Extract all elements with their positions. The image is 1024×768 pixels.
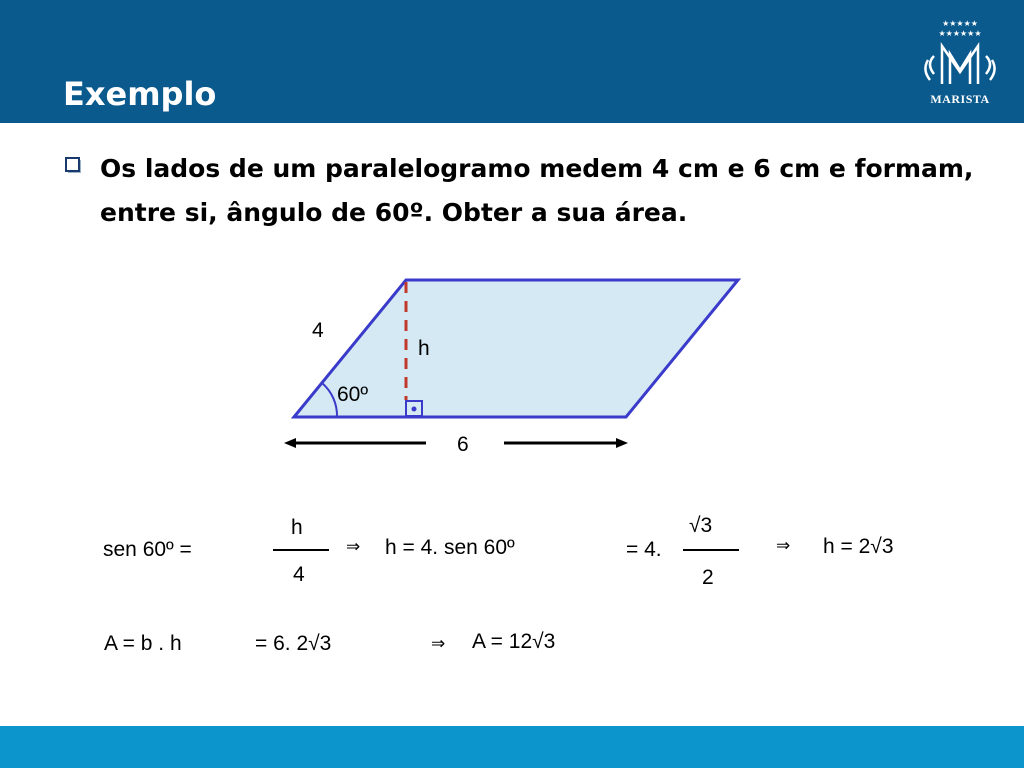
fraction2-denominator: 2 xyxy=(702,566,714,589)
footer-bar xyxy=(0,726,1024,768)
fraction1-numerator: h xyxy=(291,516,303,539)
base-arrowhead-left xyxy=(284,438,296,448)
base-label: 6 xyxy=(457,433,469,456)
angle-label: 60º xyxy=(337,383,369,406)
fraction2-numerator: √3 xyxy=(689,514,713,537)
implies-arrow-3: ⇒ xyxy=(431,634,446,653)
implies-arrow-2: ⇒ xyxy=(776,536,791,555)
height-step-2-prefix: = 4. xyxy=(626,538,662,561)
sine-equation-lhs: sen 60º = xyxy=(103,538,192,561)
area-substitution: = 6. 2√3 xyxy=(255,632,332,655)
problem-statement: Os lados de um paralelogramo medem 4 cm e 6 cm e formam, entre si, ângulo de 60º. Obter a sua área. xyxy=(100,154,974,227)
slide-title: Exemplo xyxy=(63,75,217,113)
implies-arrow-1: ⇒ xyxy=(346,537,361,556)
side-label: 4 xyxy=(312,319,324,342)
area-formula: A = b . h xyxy=(104,632,182,655)
height-result: h = 2√3 xyxy=(823,535,894,558)
svg-text:★★★★★★: ★★★★★★ xyxy=(938,29,982,38)
fraction1-denominator: 4 xyxy=(293,563,305,586)
fraction2-bar xyxy=(683,549,739,551)
height-label: h xyxy=(418,337,430,360)
svg-text:★★★★★: ★★★★★ xyxy=(942,19,978,28)
base-arrowhead-right xyxy=(616,438,628,448)
logo-text: MARISTA xyxy=(930,92,990,106)
area-result: A = 12√3 xyxy=(472,630,556,653)
fraction1-bar xyxy=(273,549,329,551)
right-angle-dot xyxy=(412,407,417,412)
height-step: h = 4. sen 60º xyxy=(385,536,515,559)
